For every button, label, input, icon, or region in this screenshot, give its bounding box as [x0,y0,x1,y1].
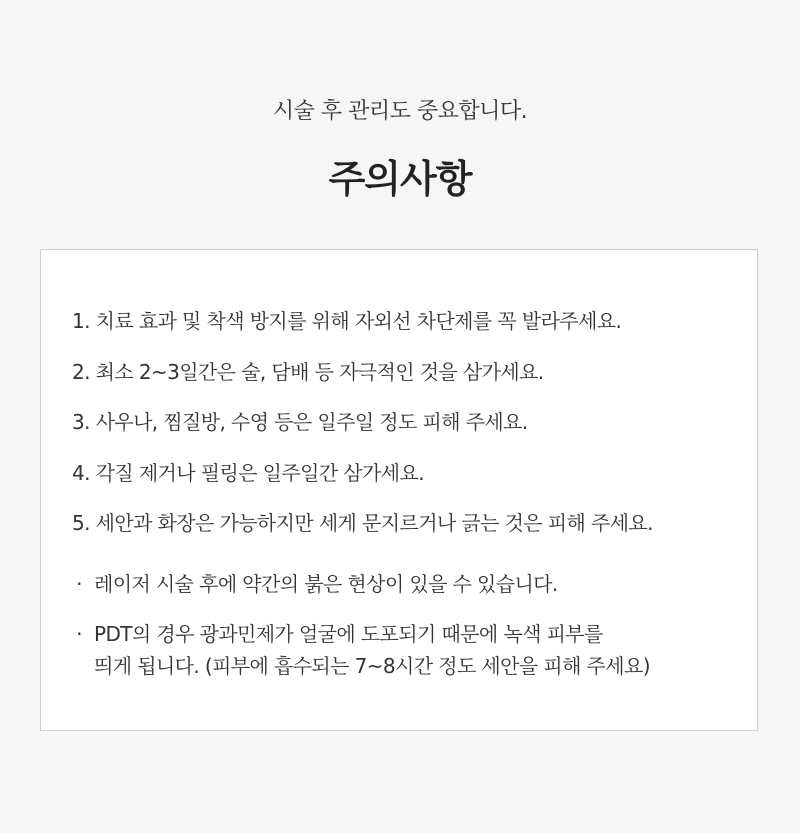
page-title: 주의사항 [328,157,472,201]
bullet-text: 띄게 됩니다. (피부에 흡수되는 7~8시간 정도 세안을 피해 주세요) [94,654,650,678]
bullet-list [72,568,752,700]
bullet-text: PDT의 경우 광과민제가 얼굴에 도포되기 때문에 녹색 피부를 [94,622,603,646]
list-item: 1. 치료 효과 및 착색 방지를 위해 자외선 차단제를 꼭 발라주세요. [72,309,622,333]
bullet-dot-icon: · [76,572,82,596]
bullet-item [72,618,752,682]
numbered-list [72,308,752,561]
bullet-item [72,568,752,600]
list-item: 4. 각질 제거나 필링은 일주일간 삼가세요. [72,460,424,485]
bullet-text: 레이저 시술 후에 약간의 붉은 현상이 있을 수 있습니다. [94,572,558,596]
list-item: 2. 최소 2~3일간은 술, 담배 등 자극적인 것을 삼가세요. [72,359,544,384]
notice-card [40,249,758,731]
bullet-dot-icon: · [76,622,82,646]
list-item: 3. 사우나, 찜질방, 수영 등은 일주일 정도 피해 주세요. [72,410,528,434]
list-item: 5. 세안과 화장은 가능하지만 세게 문지르거나 긁는 것은 피해 주세요. [72,511,653,535]
subtitle: 시술 후 관리도 중요합니다. [272,99,528,124]
